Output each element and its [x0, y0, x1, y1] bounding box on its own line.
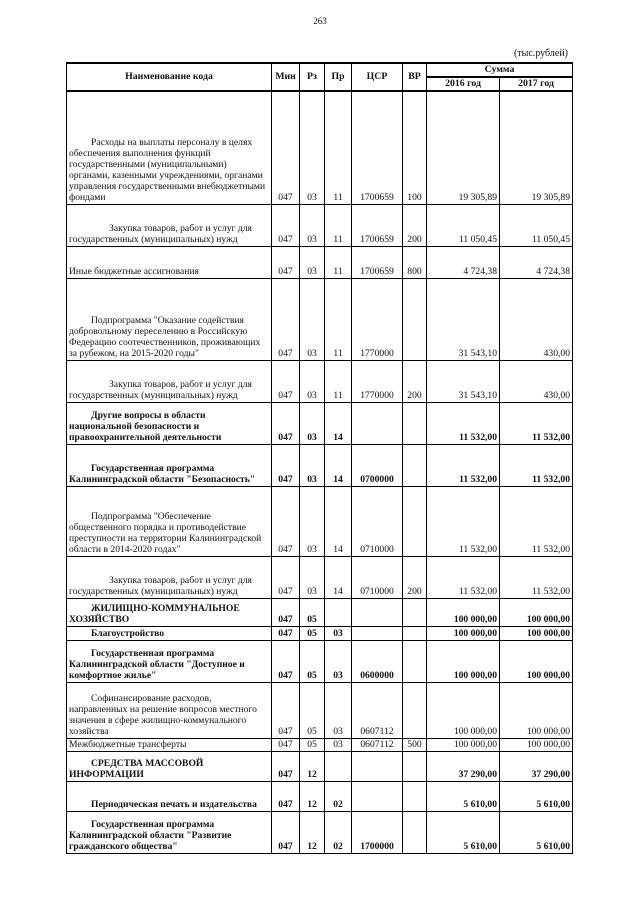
header-csr: ЦСР	[352, 63, 403, 91]
header-pr: Пр	[325, 63, 352, 91]
row-2017: 11 050,45	[500, 204, 573, 246]
table-row	[67, 781, 573, 811]
row-vr	[403, 640, 427, 682]
row-rz: 05	[300, 640, 325, 682]
row-rz: 03	[300, 204, 325, 246]
row-csr: 1700659	[352, 91, 403, 204]
row-min: 047	[272, 682, 300, 738]
row-vr	[403, 781, 427, 811]
table-row	[67, 811, 573, 853]
row-2017: 37 290,00	[500, 751, 573, 781]
page-number: 263	[313, 16, 327, 26]
row-csr: 0710000	[352, 486, 403, 556]
row-2017: 4 724,38	[500, 246, 573, 278]
row-2016: 19 305,89	[427, 91, 500, 204]
row-rz: 03	[300, 444, 325, 486]
header-sum: Сумма	[427, 63, 573, 77]
row-name: Государственная программа Калининградской области "Доступное и комфортное жилье"	[67, 640, 272, 682]
row-2016: 100 000,00	[427, 626, 500, 640]
row-csr: 0607112	[352, 738, 403, 751]
row-csr	[352, 598, 403, 626]
row-2016: 100 000,00	[427, 682, 500, 738]
row-2017: 100 000,00	[500, 738, 573, 751]
row-2016: 11 532,00	[427, 444, 500, 486]
row-min: 047	[272, 626, 300, 640]
row-pr: 14	[325, 486, 352, 556]
row-name: СРЕДСТВА МАССОВОЙ ИНФОРМАЦИИ	[67, 751, 272, 781]
table-row	[67, 278, 573, 360]
row-csr	[352, 626, 403, 640]
row-name: Расходы на выплаты персоналу в целях обеспечения выполнения функций государственными (муниципальными) органами, казенными учреждениями, органами управления государственными внебюджетными фондами	[67, 91, 272, 204]
row-name: ЖИЛИЩНО-КОММУНАЛЬНОЕ ХОЗЯЙСТВО	[67, 598, 272, 626]
header-name: Наименование кода	[67, 63, 272, 91]
row-pr: 14	[325, 402, 352, 444]
row-min: 047	[272, 751, 300, 781]
row-pr: 11	[325, 204, 352, 246]
row-2017: 11 532,00	[500, 402, 573, 444]
table-row	[67, 444, 573, 486]
row-2017: 100 000,00	[500, 640, 573, 682]
row-min: 047	[272, 811, 300, 853]
row-2017: 5 610,00	[500, 811, 573, 853]
row-name: Государственная программа Калининградской области "Развитие гражданского общества"	[67, 811, 272, 853]
row-vr	[403, 444, 427, 486]
row-min: 047	[272, 278, 300, 360]
row-pr: 11	[325, 91, 352, 204]
row-vr	[403, 626, 427, 640]
row-vr: 500	[403, 738, 427, 751]
row-name: Иные бюджетные ассигнования	[67, 246, 272, 278]
row-vr	[403, 751, 427, 781]
row-2016: 31 543,10	[427, 360, 500, 402]
row-min: 047	[272, 486, 300, 556]
row-rz: 03	[300, 486, 325, 556]
row-name: Подпрограмма "Обеспечение общественного порядка и противодействие преступности на территории Калининградской области в 2014-2020 годах"	[67, 486, 272, 556]
table-row	[67, 751, 573, 781]
row-rz: 12	[300, 781, 325, 811]
row-rz: 03	[300, 402, 325, 444]
table-row	[67, 682, 573, 738]
row-rz: 12	[300, 751, 325, 781]
row-2016: 100 000,00	[427, 598, 500, 626]
row-name: Другие вопросы в области национальной безопасности и правоохранительной деятельности	[67, 402, 272, 444]
row-vr	[403, 402, 427, 444]
table-row	[67, 556, 573, 598]
row-min: 047	[272, 204, 300, 246]
row-rz: 05	[300, 626, 325, 640]
row-name: Софинансирование расходов, направленных на решение вопросов местного значения в сфере жилищно-коммунального хозяйства	[67, 682, 272, 738]
header-vr: ВР	[403, 63, 427, 91]
header-min: Мин	[272, 63, 300, 91]
row-min: 047	[272, 246, 300, 278]
row-csr: 1700659	[352, 246, 403, 278]
header-2017: 2017 год	[500, 77, 573, 91]
row-pr: 11	[325, 360, 352, 402]
row-name: Благоустройство	[67, 626, 272, 640]
row-pr: 14	[325, 444, 352, 486]
row-pr: 14	[325, 556, 352, 598]
row-csr: 0700000	[352, 444, 403, 486]
row-name: Закупка товаров, работ и услуг для государственных (муниципальных) нужд	[67, 556, 272, 598]
row-rz: 03	[300, 278, 325, 360]
row-2016: 11 532,00	[427, 486, 500, 556]
row-pr: 02	[325, 781, 352, 811]
row-pr: 03	[325, 682, 352, 738]
row-rz: 05	[300, 682, 325, 738]
header-rz: Рз	[300, 63, 325, 91]
row-min: 047	[272, 360, 300, 402]
row-csr: 1700659	[352, 204, 403, 246]
row-pr: 03	[325, 640, 352, 682]
row-2017: 19 305,89	[500, 91, 573, 204]
table-row	[67, 640, 573, 682]
row-name: Закупка товаров, работ и услуг для государственных (муниципальных) нужд	[67, 360, 272, 402]
row-name: Периодическая печать и издательства	[67, 781, 272, 811]
row-rz: 05	[300, 738, 325, 751]
row-2016: 11 532,00	[427, 556, 500, 598]
row-csr	[352, 781, 403, 811]
row-2016: 4 724,38	[427, 246, 500, 278]
row-csr: 0607112	[352, 682, 403, 738]
row-2017: 100 000,00	[500, 626, 573, 640]
row-name: Подпрограмма "Оказание содействия добровольному переселению в Российскую Федерацию соотечественников, проживающих за рубежом, на 2015-2020 годы"	[67, 278, 272, 360]
table-row	[67, 204, 573, 246]
row-min: 047	[272, 640, 300, 682]
budget-table	[66, 62, 573, 854]
row-name: Государственная программа Калининградской области "Безопасность"	[67, 444, 272, 486]
table-row	[67, 246, 573, 278]
row-csr	[352, 751, 403, 781]
row-pr	[325, 598, 352, 626]
row-2017: 430,00	[500, 278, 573, 360]
row-vr: 100	[403, 91, 427, 204]
row-rz: 03	[300, 91, 325, 204]
row-vr: 200	[403, 556, 427, 598]
row-pr: 02	[325, 811, 352, 853]
row-rz: 03	[300, 360, 325, 402]
row-2017: 11 532,00	[500, 444, 573, 486]
row-min: 047	[272, 738, 300, 751]
row-min: 047	[272, 781, 300, 811]
row-2017: 11 532,00	[500, 486, 573, 556]
row-vr: 200	[403, 204, 427, 246]
row-vr	[403, 682, 427, 738]
row-2016: 5 610,00	[427, 811, 500, 853]
row-vr: 200	[403, 360, 427, 402]
table-row	[67, 738, 573, 751]
units-note: (тыс.рублей)	[513, 48, 568, 59]
row-rz: 05	[300, 598, 325, 626]
row-min: 047	[272, 598, 300, 626]
row-2016: 5 610,00	[427, 781, 500, 811]
table-row	[67, 626, 573, 640]
row-rz: 03	[300, 556, 325, 598]
row-2016: 11 532,00	[427, 402, 500, 444]
row-2016: 100 000,00	[427, 640, 500, 682]
row-2016: 37 290,00	[427, 751, 500, 781]
row-2017: 100 000,00	[500, 682, 573, 738]
row-2016: 100 000,00	[427, 738, 500, 751]
row-csr: 1700000	[352, 811, 403, 853]
row-pr	[325, 751, 352, 781]
row-vr	[403, 278, 427, 360]
row-pr: 11	[325, 246, 352, 278]
row-2017: 5 610,00	[500, 781, 573, 811]
row-min: 047	[272, 556, 300, 598]
row-csr: 0710000	[352, 556, 403, 598]
table-row	[67, 402, 573, 444]
header-2016: 2016 год	[427, 77, 500, 91]
row-min: 047	[272, 444, 300, 486]
row-name: Межбюджетные трансферты	[67, 738, 272, 751]
table-row	[67, 91, 573, 204]
row-2016: 31 543,10	[427, 278, 500, 360]
row-vr	[403, 598, 427, 626]
row-vr: 800	[403, 246, 427, 278]
row-csr: 1770000	[352, 360, 403, 402]
row-name: Закупка товаров, работ и услуг для государственных (муниципальных) нужд	[67, 204, 272, 246]
row-vr	[403, 486, 427, 556]
row-2016: 11 050,45	[427, 204, 500, 246]
row-pr: 11	[325, 278, 352, 360]
table-row	[67, 486, 573, 556]
row-csr: 0600000	[352, 640, 403, 682]
row-csr: 1770000	[352, 278, 403, 360]
row-2017: 11 532,00	[500, 556, 573, 598]
row-2017: 100 000,00	[500, 598, 573, 626]
row-min: 047	[272, 402, 300, 444]
row-pr: 03	[325, 738, 352, 751]
row-2017: 430,00	[500, 360, 573, 402]
table-row	[67, 360, 573, 402]
table-row	[67, 598, 573, 626]
row-vr	[403, 811, 427, 853]
row-pr: 03	[325, 626, 352, 640]
row-rz: 03	[300, 246, 325, 278]
row-rz: 12	[300, 811, 325, 853]
row-min: 047	[272, 91, 300, 204]
row-csr	[352, 402, 403, 444]
